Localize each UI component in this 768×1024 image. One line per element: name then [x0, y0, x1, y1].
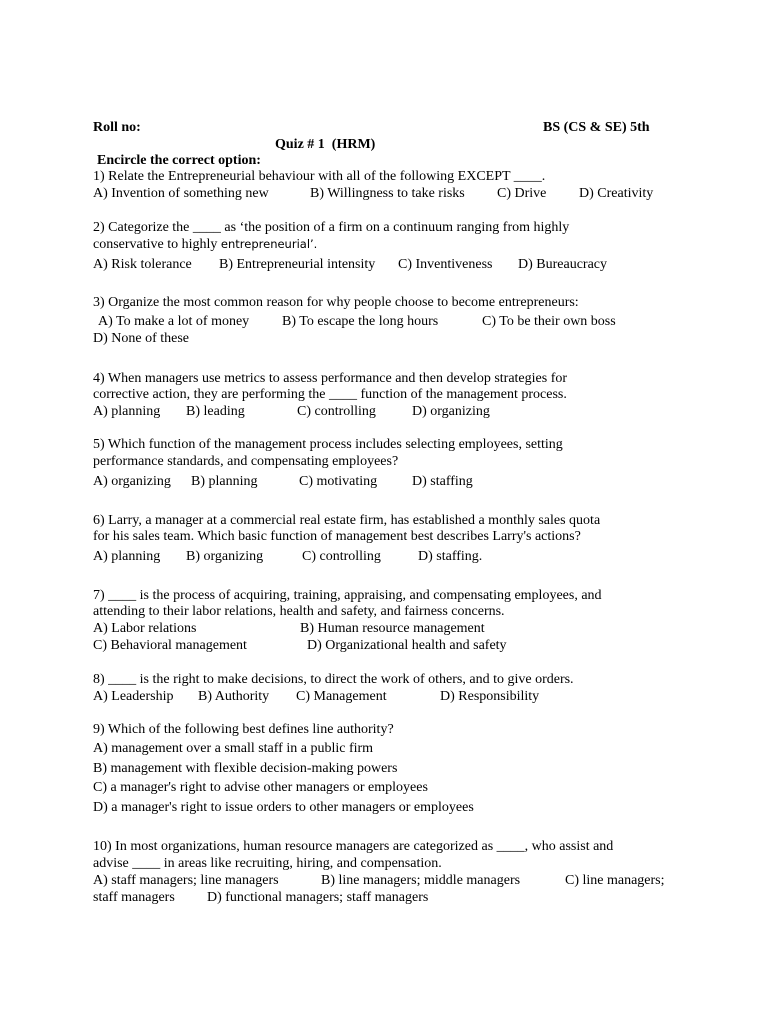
q9-option-a: A) management over a small staff in a public firm	[93, 741, 374, 756]
q7-option-b: B) Human resource management	[300, 621, 485, 636]
question-8-text: 8) ____ is the right to make decisions, to direct the work of others, and to give orders.	[93, 672, 574, 687]
q4-option-b: B) leading	[186, 404, 245, 419]
q2-option-c: C) Inventiveness	[398, 257, 493, 272]
q10-option-a: A) staff managers; line managers	[93, 873, 279, 888]
roll-no-label: Roll no:	[93, 120, 141, 135]
question-5-text-line-2: performance standards, and compensating employees?	[93, 454, 399, 469]
q8-option-d: D) Responsibility	[440, 689, 540, 704]
question-4-text: 4) When managers use metrics to assess performance and then develop strategies for	[93, 371, 568, 386]
question-5-text: 5) Which function of the management process includes selecting employees, setting	[93, 437, 563, 452]
q4-option-d: D) organizing	[412, 404, 490, 419]
question-2-text-part: conservative to highly	[93, 237, 221, 252]
q8-option-b: B) Authority	[198, 689, 270, 704]
q5-option-c: C) motivating	[299, 474, 378, 489]
question-6-text: 6) Larry, a manager at a commercial real estate firm, has established a monthly sales quota	[93, 513, 601, 528]
question-6-text-line-2: for his sales team. Which basic function of management best describes Larry's actions?	[93, 529, 581, 544]
q4-option-a: A) planning	[93, 404, 161, 419]
question-1-text: 1) Relate the Entrepreneurial behaviour with all of the following EXCEPT ____.	[93, 169, 546, 184]
q7-option-c: C) Behavioral management	[93, 638, 247, 653]
quiz-title: Quiz # 1 (HRM)	[275, 137, 376, 152]
q5-option-b: B) planning	[191, 474, 258, 489]
question-3-text: 3) Organize the most common reason for why people choose to become entrepreneurs:	[93, 295, 579, 310]
question-2-term: entrepreneurial’.	[220, 237, 318, 251]
q9-option-c: C) a manager's right to advise other managers or employees	[93, 780, 428, 795]
q2-option-d: D) Bureaucracy	[518, 257, 608, 272]
q2-option-a: A) Risk tolerance	[93, 257, 192, 272]
q5-option-a: A) organizing	[93, 474, 171, 489]
q1-option-d: D) Creativity	[579, 186, 654, 201]
program-label: BS (CS & SE) 5th	[543, 120, 650, 135]
q6-option-c: C) controlling	[302, 549, 381, 564]
q5-option-d: D) staffing	[412, 474, 473, 489]
q3-option-b: B) To escape the long hours	[282, 314, 439, 329]
question-7-text-line-2: attending to their labor relations, health and safety, and fairness concerns.	[93, 604, 505, 619]
q9-option-d: D) a manager's right to issue orders to other managers or employees	[93, 800, 474, 815]
q9-option-b: B) management with flexible decision-making powers	[93, 761, 398, 776]
question-4-text-line-2: corrective action, they are performing the ____ function of the management process.	[93, 387, 567, 402]
q10-option-c-cont: staff managers	[93, 890, 175, 905]
question-10-text: 10) In most organizations, human resource managers are categorized as ____, who assist and	[93, 839, 614, 854]
q3-option-a: A) To make a lot of money	[98, 314, 250, 329]
question-9-text: 9) Which of the following best defines line authority?	[93, 722, 394, 737]
q1-option-b: B) Willingness to take risks	[310, 186, 465, 201]
question-10-text-line-2: advise ____ in areas like recruiting, hiring, and compensation.	[93, 856, 442, 871]
q6-option-a: A) planning	[93, 549, 161, 564]
q2-option-b: B) Entrepreneurial intensity	[219, 257, 376, 272]
q6-option-b: B) organizing	[186, 549, 264, 564]
instruction: Encircle the correct option:	[97, 153, 261, 168]
q6-option-d: D) staffing.	[418, 549, 483, 564]
q7-option-d: D) Organizational health and safety	[307, 638, 507, 653]
q8-option-a: A) Leadership	[93, 689, 174, 704]
q8-option-c: C) Management	[296, 689, 387, 704]
q3-option-d: D) None of these	[93, 331, 190, 346]
q10-option-c: C) line managers;	[565, 873, 665, 888]
q1-option-a: A) Invention of something new	[93, 186, 269, 201]
q4-option-c: C) controlling	[297, 404, 376, 419]
q1-option-c: C) Drive	[497, 186, 547, 201]
q7-option-a: A) Labor relations	[93, 621, 197, 636]
q10-option-b: B) line managers; middle managers	[321, 873, 521, 888]
q10-option-d: D) functional managers; staff managers	[207, 890, 429, 905]
question-2-text-line-2	[93, 236, 317, 253]
question-2-text: 2) Categorize the ____ as ‘the position of a firm on a continuum ranging from highly	[93, 220, 570, 235]
question-7-text: 7) ____ is the process of acquiring, training, appraising, and compensating employees, and	[93, 588, 602, 603]
q3-option-c: C) To be their own boss	[482, 314, 616, 329]
